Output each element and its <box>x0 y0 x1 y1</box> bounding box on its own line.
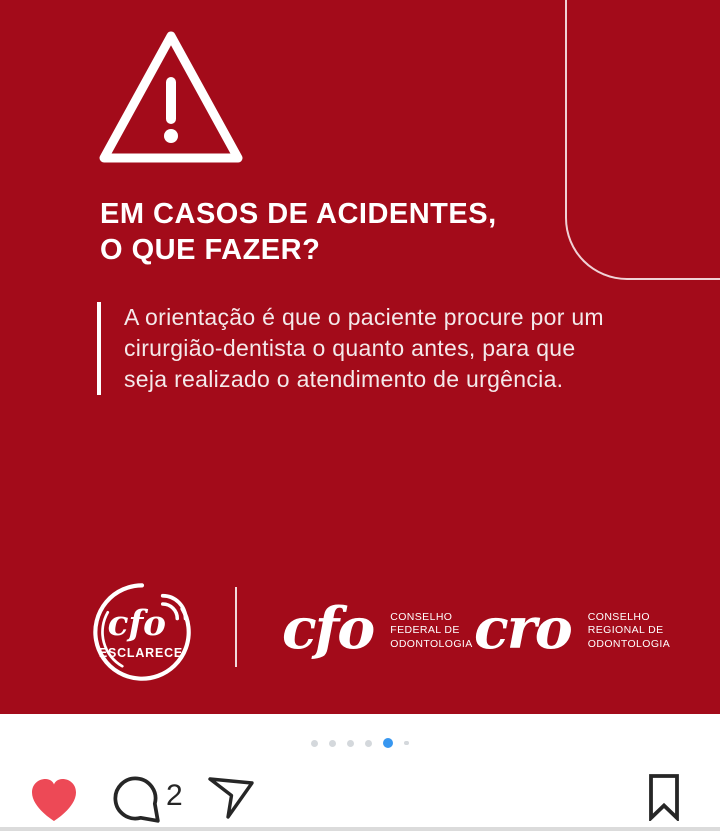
bookmark-icon <box>644 773 684 821</box>
carousel-dot-inactive <box>311 740 318 747</box>
cfo-script: cfo <box>282 595 374 662</box>
carousel-dots <box>0 733 720 753</box>
carousel-dot-inactive <box>347 740 354 747</box>
card-body-line1: A orientação é que o paciente procure por um <box>124 304 604 330</box>
comment-count[interactable]: 2 <box>166 779 183 812</box>
card-body-line2: cirurgião-dentista o quanto antes, para que <box>124 335 576 361</box>
carousel-dot-inactive <box>365 740 372 747</box>
cfo-federal-caption: CONSELHO FEDERAL DE ODONTOLOGIA <box>390 610 473 650</box>
decorative-corner-line <box>565 0 720 280</box>
card-body-line3: seja realizado o atendimento de urgência. <box>124 366 564 392</box>
share-button[interactable] <box>205 770 257 822</box>
esclarece-script-text: cfo <box>107 604 167 645</box>
cfo-federal-logo <box>282 595 473 662</box>
logo-divider <box>235 587 237 667</box>
warning-triangle-icon <box>95 27 247 170</box>
carousel-dot-active <box>383 738 393 748</box>
card-heading-line1: EM CASOS DE ACIDENTES, <box>100 198 497 230</box>
carousel-dot-inactive <box>329 740 336 747</box>
esclarece-label-text: ESCLARECE <box>98 645 184 660</box>
comment-button[interactable] <box>110 773 162 825</box>
carousel-dot-small <box>404 741 409 746</box>
card-heading-line2: O QUE FAZER? <box>100 234 321 266</box>
comment-icon <box>110 773 162 825</box>
paper-plane-icon <box>205 770 257 822</box>
card-heading <box>100 196 497 268</box>
cro-regional-caption: CONSELHO REGIONAL DE ODONTOLOGIA <box>587 610 671 650</box>
heart-icon <box>29 777 79 823</box>
cfo-esclarece-logo <box>90 575 194 687</box>
cro-regional-logo <box>474 595 671 662</box>
section-divider <box>0 827 720 831</box>
action-bar <box>0 752 720 827</box>
like-button[interactable] <box>29 777 79 823</box>
save-button[interactable] <box>644 773 684 821</box>
cro-script: cro <box>474 595 571 662</box>
card-body-quote <box>97 302 604 395</box>
